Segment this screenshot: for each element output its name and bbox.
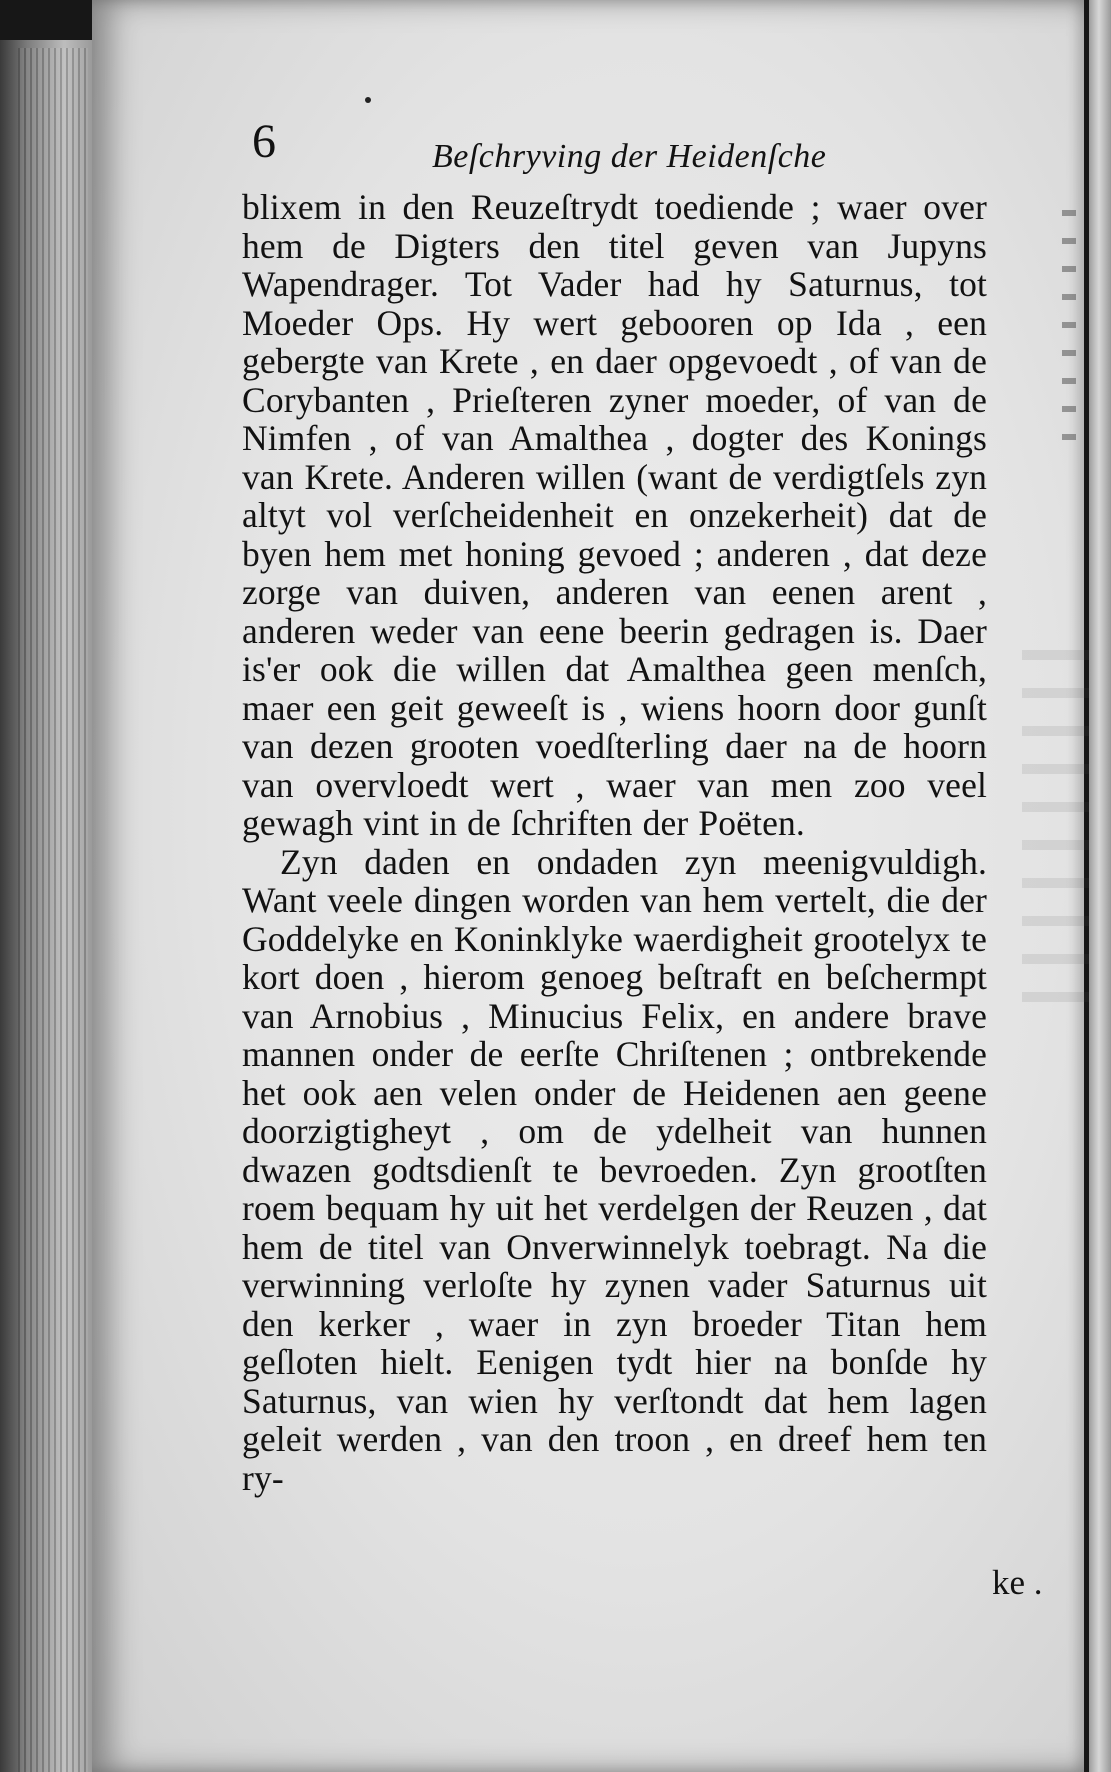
ink-dot: [365, 97, 371, 103]
body-text: [242, 188, 987, 1497]
catchword: ke .: [992, 1563, 1043, 1602]
paragraph-2: Zyn daden en ondaden zyn meenigvuldigh. Want veele dingen worden van hem vertelt, die der Goddelyke en Koninklyke waerdigheit grootelyx te kort doen , hierom genoeg beſtraft en beſchermpt van Arnobius , Minucius Felix, en andere brave mannen onder de eerſte Chriſtenen ; ontbrekende het ook aen velen onder de Heidenen aen geene doorzigtigheyt , om de ydelheit van hunnen dwazen godtsdienſt te bevroeden. Zyn grootſten roem bequam hy uit het verdelgen der Reuzen , dat hem de titel van Onverwinnelyk toebragt. Na die verwinning verloſte hy zynen vader Saturnus uit den kerker , waer in zyn broeder Titan hem geſloten hielt. Eenigen tydt hier na bonſde hy Saturnus, van wien hy verſtondt dat hem lagen geleit werden , van den troon , en dreef hem ten ry-: [242, 841, 987, 1498]
left-page-edges: [18, 48, 88, 1772]
page-number: 6: [252, 115, 276, 168]
page-header: [252, 115, 992, 188]
right-page-edge: [1089, 0, 1111, 1772]
book-page: [92, 0, 1084, 1772]
paragraph-1: blixem in den Reuzeſtrydt toediende ; waer over hem de Digters den titel geven van Jupyns Wapendrager. Tot Vader had hy Saturnus, tot Moeder Ops. Hy wert gebooren op Ida , een gebergte van Krete , en daer opgevoedt , of van de Corybanten , Prieſteren zyner moeder, of van de Nimfen , of van Amalthea , dogter des Konings van Krete. Anderen willen (want de verdigtſels zyn altyt vol verſcheidenheit en onzekerheit) dat de byen hem met honing gevoed ; anderen , dat deze zorge van duiven, anderen van eenen arent , anderen weder van eene beerin gedragen is. Daer is'er ook die willen dat Amalthea geen menſch, maer een geit geweeſt is , wiens hoorn door gunſt van dezen grooten voedſterling daer na de hoorn van overvloedt wert , waer van men zoo veel gewagh vint in de ſchriften der Poëten.: [242, 187, 987, 843]
adjacent-page-bleed: [1062, 210, 1076, 450]
running-head: Beſchryving der Heidenſche: [432, 138, 827, 175]
